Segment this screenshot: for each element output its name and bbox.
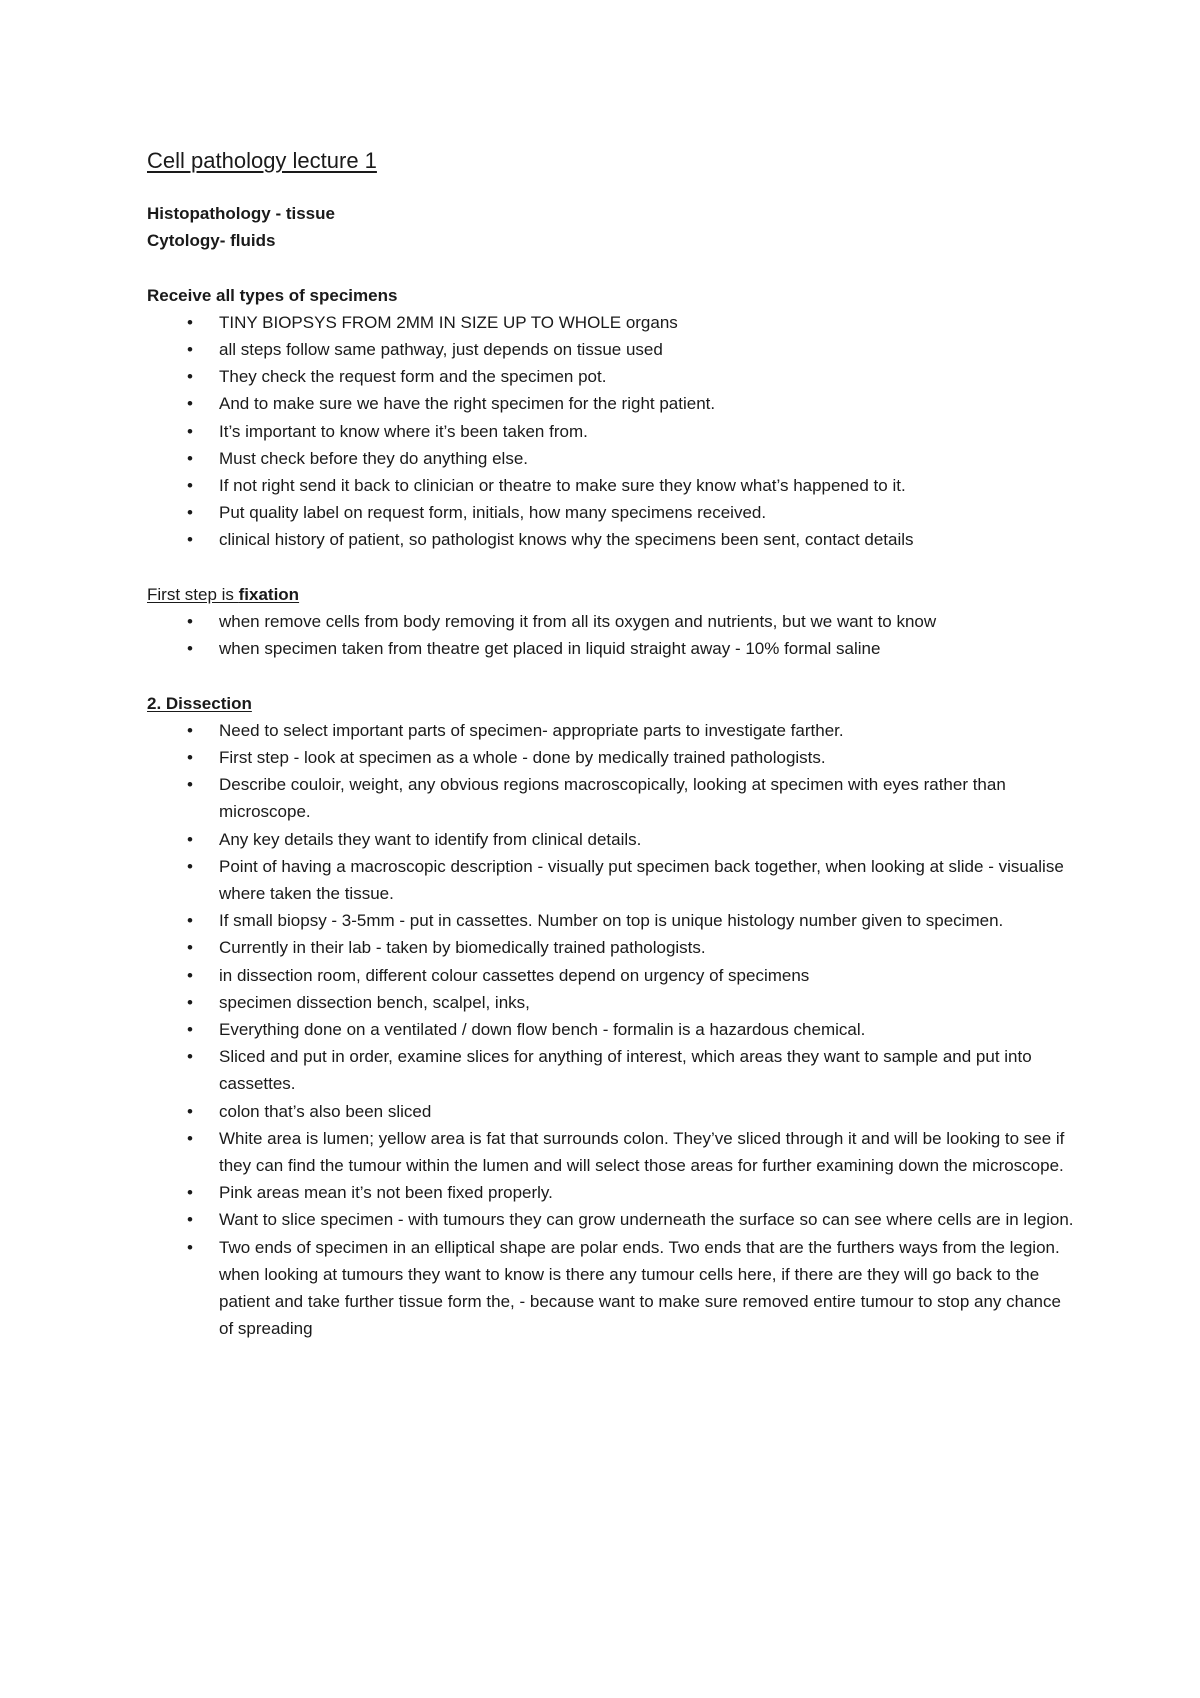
list-item: • Any key details they want to identify from clinical details. [147, 826, 1077, 853]
document-title: Cell pathology lecture 1 [147, 148, 377, 173]
section-heading-dissection: 2. Dissection [147, 693, 252, 713]
intro-line-histopathology: Histopathology - tissue [147, 204, 335, 223]
bullet-list-specimens [147, 309, 1077, 554]
section-heading-fixation [147, 581, 1077, 608]
list-item: • It’s important to know where it’s been taken from. [147, 418, 1077, 445]
list-item: • Pink areas mean it’s not been fixed properly. [147, 1179, 1077, 1206]
list-item: • And to make sure we have the right specimen for the right patient. [147, 390, 1077, 417]
list-item: • Need to select important parts of specimen- appropriate parts to investigate farther. [147, 717, 1077, 744]
intro-line-cytology: Cytology- fluids [147, 231, 276, 251]
list-item: • all steps follow same pathway, just depends on tissue used [147, 336, 1077, 363]
section-heading-specimens: Receive all types of specimens [147, 285, 398, 305]
list-item: • They check the request form and the specimen pot. [147, 363, 1077, 390]
list-item: • when specimen taken from theatre get placed in liquid straight away - 10% formal saline [147, 635, 1077, 662]
spacer [147, 254, 1077, 281]
list-item: • Describe couloir, weight, any obvious regions macroscopically, looking at specimen with eyes rather than microscope. [147, 771, 1077, 825]
list-item: • Put quality label on request form, initials, how many specimens received. [147, 499, 1077, 526]
list-item: • Want to slice specimen - with tumours they can grow underneath the surface so can see where cells are in legion. [147, 1206, 1077, 1233]
list-item: • Sliced and put in order, examine slices for anything of interest, which areas they want to sample and put into cassettes. [147, 1043, 1077, 1097]
section-heading-fixation-bold: fixation [238, 584, 300, 604]
list-item: • clinical history of patient, so pathologist knows why the specimens been sent, contact details [147, 526, 1077, 553]
list-item: • Point of having a macroscopic description - visually put specimen back together, when looking at slide - visualise where taken the tissue. [147, 853, 1077, 907]
section-heading-fixation-plain: First step is [147, 584, 239, 604]
list-item: • in dissection room, different colour cassettes depend on urgency of specimens [147, 962, 1077, 989]
list-item: • First step - look at specimen as a whole - done by medically trained pathologists. [147, 744, 1077, 771]
list-item: • Must check before they do anything else. [147, 445, 1077, 472]
list-item: • when remove cells from body removing it from all its oxygen and nutrients, but we want to know [147, 608, 1077, 635]
list-item: • TINY BIOPSYS FROM 2MM IN SIZE UP TO WHOLE organs [147, 309, 1077, 336]
bullet-list-dissection [147, 717, 1077, 1343]
list-item: • If small biopsy - 3-5mm - put in cassettes. Number on top is unique histology number given to specimen. [147, 907, 1077, 934]
list-item: • White area is lumen; yellow area is fat that surrounds colon. They’ve sliced through it and will be looking to see if they can find the tumour within the lumen and will select those areas for further examining down the microscope. [147, 1125, 1077, 1179]
bullet-list-fixation [147, 608, 1077, 662]
spacer [147, 662, 1077, 689]
list-item: • If not right send it back to clinician or theatre to make sure they know what’s happened to it. [147, 472, 1077, 499]
list-item: • Everything done on a ventilated / down flow bench - formalin is a hazardous chemical. [147, 1016, 1077, 1043]
spacer [147, 554, 1077, 581]
list-item: • Currently in their lab - taken by biomedically trained pathologists. [147, 934, 1077, 961]
document-body [147, 200, 1077, 1342]
list-item: • colon that’s also been sliced [147, 1098, 1077, 1125]
list-item: • Two ends of specimen in an elliptical shape are polar ends. Two ends that are the furthers ways from the legion. when looking at tumours they want to know is there any tumour cells here, if there are they will go back to the patient and take further tissue form the, - because want to make sure removed entire tumour to stop any chance of spreading [147, 1234, 1077, 1343]
list-item: • specimen dissection bench, scalpel, inks, [147, 989, 1077, 1016]
